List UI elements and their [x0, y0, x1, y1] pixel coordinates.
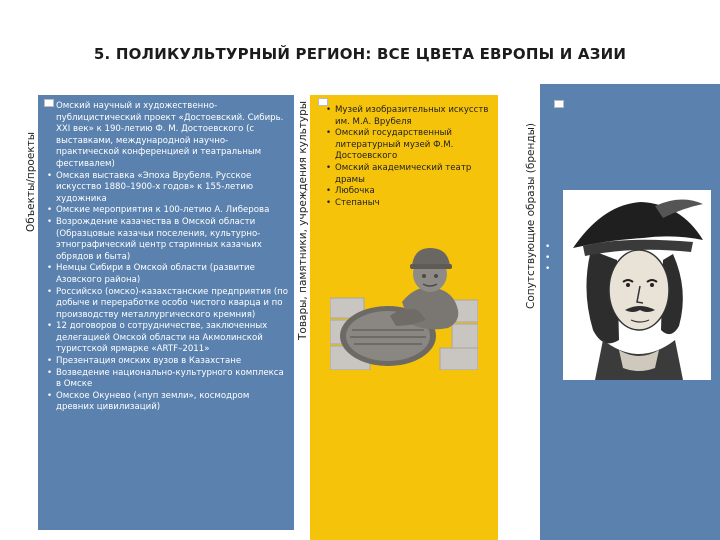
culture-list	[325, 105, 497, 209]
objects-list	[46, 101, 290, 414]
bullet-dot: •	[545, 242, 551, 252]
objects-panel	[38, 95, 294, 530]
list-item: • Степаныч	[325, 198, 497, 210]
label-objects-projects: Объекты/проекты	[25, 131, 37, 232]
label-brands: Сопутствующие образы (бренды)	[525, 122, 537, 309]
list-item: • Омский научный и художественно-публицистический проект «Достоевский. Сибирь. XXI век» к 190-летию Ф. М. Достоевского (с выставками, международной научно-практической конференцией и театральным фестивалем)	[46, 101, 290, 171]
list-item: • Любочка	[325, 186, 497, 198]
list-item: • Музей изобразительных искусств им. М.А. Врубеля	[325, 105, 497, 128]
label-goods-monuments: Товары, памятники, учреждения культуры	[297, 100, 309, 340]
stepanych-sculpture-photo	[330, 240, 478, 370]
bullet-dot: •	[545, 253, 551, 263]
list-item: • Российско (омско)-казахстанские предприятия (по добыче и переработке особо чистого кварца и по производству металлургического кремния)	[46, 287, 290, 322]
panel-marker	[554, 100, 564, 108]
list-item: • Омские мероприятия к 100-летию А. Либерова	[46, 205, 290, 217]
list-item: • Омский академический театр драмы	[325, 163, 497, 186]
list-item: • Возведение национально-культурного комплекса в Омске	[46, 368, 290, 391]
page-title: 5. ПОЛИКУЛЬТУРНЫЙ РЕГИОН: ВСЕ ЦВЕТА ЕВРОПЫ И АЗИИ	[93, 45, 627, 63]
list-item: • 12 договоров о сотрудничестве, заключенных делегацией Омской области на Акмолинской туристской ярмарке «ARTF–2011»	[46, 321, 290, 356]
list-item: • Немцы Сибири в Омской области (развитие Азовского района)	[46, 263, 290, 286]
list-item: • Омский государственный литературный музей Ф.М. Достоевского	[325, 128, 497, 163]
list-item: • Омская выставка «Эпоха Врубеля. Русское искусство 1880–1900-х годов» к 155-летию художника	[46, 171, 290, 206]
bullet-dot: •	[545, 264, 551, 274]
brands-bullets	[545, 242, 550, 275]
list-item: • Презентация омских вузов в Казахстане	[46, 356, 290, 368]
list-item: • Возрождение казачества в Омской области (Образцовые казачьи поселения, культурно-этнографический центр старинных казачьих обрядов и быта)	[46, 217, 290, 263]
list-item: • Омское Окунево («пуп земли», космодром древних цивилизаций)	[46, 391, 290, 414]
historical-figure-portrait	[563, 190, 711, 380]
